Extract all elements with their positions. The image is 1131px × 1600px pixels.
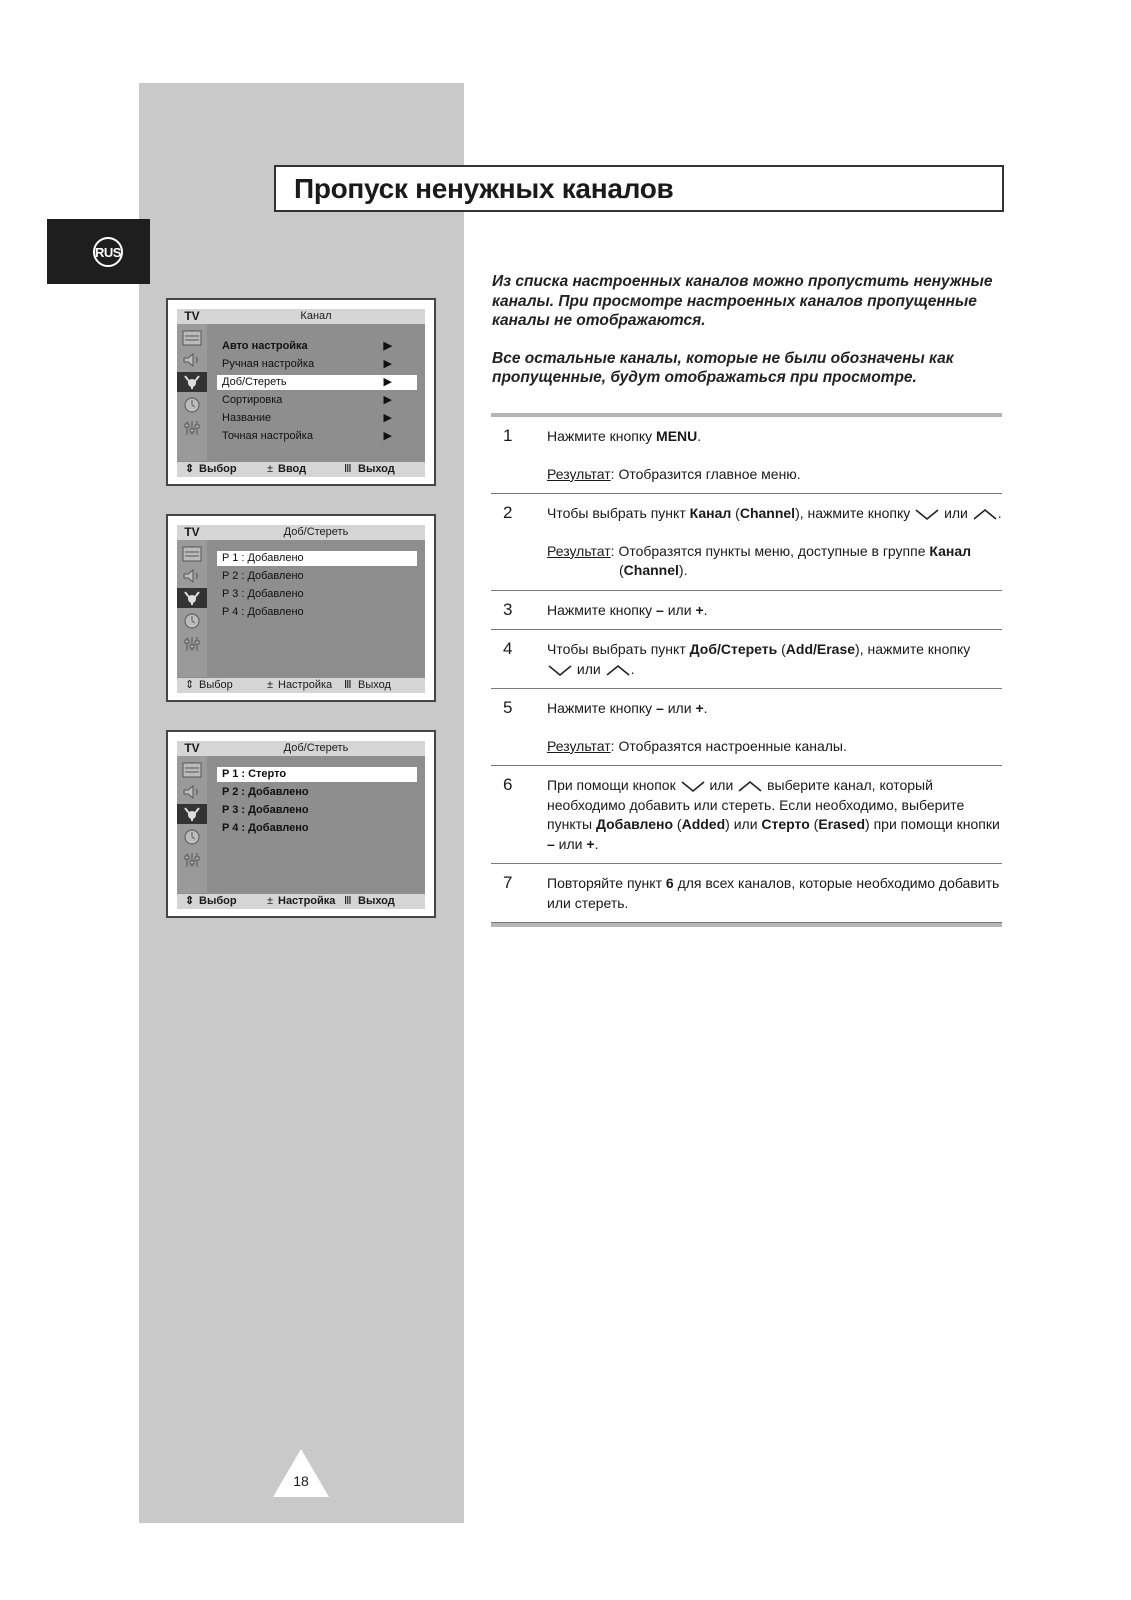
screen-footer: ⇕ Выбор ± Настройка Ⅲ Выход [177, 894, 425, 909]
page-title-box [274, 165, 1004, 212]
menu-screen-add-erase-2 [166, 730, 436, 918]
step-number: 6 [503, 775, 513, 794]
menu-item-manual-tuning[interactable]: Ручная настройка ▶ [222, 358, 392, 370]
step-text: Чтобы выбрать пункт Доб/Стереть (Add/Erase), нажмите кнопку или . [547, 641, 971, 677]
step-text: Нажмите кнопку – или +. [547, 700, 708, 716]
step-number: 1 [503, 426, 513, 445]
language-badge: RUS [93, 237, 123, 267]
screen-footer: ⇕ Выбор ± Ввод Ⅲ Выход [177, 462, 425, 477]
screen-title: Канал [300, 310, 332, 322]
channel-row-p3[interactable]: P 3 : Добавлено [222, 588, 304, 600]
chevron-down-icon [914, 507, 940, 521]
screen-title: Доб/Стереть [283, 742, 349, 754]
menu-icon: Ⅲ [344, 895, 352, 907]
step-text: Нажмите кнопку – или +. [547, 601, 708, 618]
sound-icon [180, 350, 204, 370]
menu-item-sort[interactable]: Сортировка ▶ [222, 394, 392, 406]
channel-row-p4[interactable]: P 4 : Добавлено [222, 606, 304, 618]
chevron-down-icon [680, 779, 706, 793]
page-title: Пропуск ненужных каналов [294, 173, 674, 204]
language-tab [47, 219, 150, 284]
step-number: 2 [503, 503, 513, 522]
setup-icon [180, 634, 204, 654]
page-number: 18 [293, 1473, 309, 1489]
step-text: При помощи кнопок или выберите канал, который необходимо добавить или стереть. Если необходимо, выберите пункты Добавлено (Added) или Стерто (Erased) при помощи кнопки – или +. [547, 777, 1000, 852]
setup-icon [180, 418, 204, 438]
channel-row-p2[interactable]: P 2 : Добавлено [222, 786, 309, 798]
step-4 [491, 630, 1002, 689]
menu-item-add-erase[interactable]: Доб/Стереть ▶ [217, 375, 417, 390]
channel-row-p1[interactable]: P 1 : Добавлено [217, 551, 417, 566]
step-text: Чтобы выбрать пункт Канал (Channel), нажмите кнопку или . [547, 505, 1002, 521]
step-number: 4 [503, 639, 513, 658]
chevron-up-icon [737, 779, 763, 793]
plus-minus-icon: ± [267, 463, 274, 475]
channel-icon [177, 372, 207, 392]
timer-icon [180, 611, 204, 631]
channel-row-p4[interactable]: P 4 : Добавлено [222, 822, 309, 834]
channel-row-p3[interactable]: P 3 : Добавлено [222, 804, 309, 816]
picture-icon [180, 328, 204, 348]
menu-icon-column [177, 324, 207, 461]
menu-item-name[interactable]: Название ▶ [222, 412, 392, 424]
step-number: 7 [503, 873, 513, 892]
menu-icon-column [177, 540, 207, 677]
step-result: Результат: Отобразятся пункты меню, доступные в группе Канал [547, 542, 972, 559]
chevron-right-icon: ▶ [383, 340, 392, 352]
timer-icon [180, 827, 204, 847]
intro-paragraph-2: Все остальные каналы, которые не были обозначены как пропущенные, будут отображаться при просмотре. [492, 349, 954, 386]
channel-row-p2[interactable]: P 2 : Добавлено [222, 570, 304, 582]
step-text: Повторяйте пункт 6 для всех каналов, которые необходимо добавить или стереть. [547, 875, 1000, 911]
plus-minus-icon: ± [267, 679, 274, 691]
chevron-right-icon: ▶ [383, 412, 392, 424]
picture-icon [180, 544, 204, 564]
step-number: 5 [503, 698, 513, 717]
chevron-right-icon: ▶ [383, 394, 392, 406]
updown-icon: ⇕ [185, 463, 195, 475]
divider [491, 923, 1002, 927]
intro-paragraph-1: Из списка настроенных каналов можно пропустить ненужные каналы. При просмотре настроенных каналов пропущенные каналы не отображаются. [492, 273, 993, 329]
sound-icon [180, 782, 204, 802]
step-2 [491, 494, 1002, 591]
menu-screen-channel [166, 298, 436, 486]
steps-table [491, 413, 1002, 927]
tv-label: TV [184, 741, 200, 755]
screen-title: Доб/Стереть [283, 526, 349, 538]
step-1 [491, 417, 1002, 494]
menu-screen-add-erase-1 [166, 514, 436, 702]
step-number: 3 [503, 599, 513, 619]
menu-icon: Ⅲ [344, 679, 352, 691]
step-7 [491, 864, 1002, 923]
setup-icon [180, 850, 204, 870]
menu-item-fine-tune[interactable]: Точная настройка ▶ [222, 430, 392, 442]
chevron-right-icon: ▶ [383, 376, 392, 388]
step-result: Результат: Отобразится главное меню. [547, 465, 801, 482]
updown-icon: ⇕ [185, 679, 195, 691]
channel-row-p1[interactable]: P 1 : Стерто [217, 767, 417, 782]
step-result: Результат: Отобразятся настроенные каналы. [547, 737, 847, 754]
step-text: Нажмите кнопку MENU. [547, 428, 702, 444]
chevron-up-icon [972, 507, 998, 521]
step-result-cont: (Channel). [619, 562, 688, 578]
step-6 [491, 766, 1002, 864]
updown-icon: ⇕ [185, 895, 195, 907]
plus-minus-icon: ± [267, 895, 274, 907]
intro [492, 272, 1012, 406]
chevron-up-icon [605, 663, 631, 677]
tv-label: TV [184, 525, 200, 539]
chevron-right-icon: ▶ [383, 358, 392, 370]
channel-icon [177, 588, 207, 608]
picture-icon [180, 760, 204, 780]
channel-icon [177, 804, 207, 824]
menu-item-auto-tuning[interactable]: Авто настройка ▶ [222, 340, 392, 352]
timer-icon [180, 395, 204, 415]
chevron-down-icon [547, 663, 573, 677]
menu-icon: Ⅲ [344, 463, 352, 475]
sound-icon [180, 566, 204, 586]
page-number-marker [271, 1447, 331, 1504]
step-5 [491, 689, 1002, 766]
tv-label: TV [184, 309, 200, 323]
step-3 [491, 591, 1002, 631]
menu-icon-column [177, 756, 207, 893]
screen-footer: ⇕ Выбор ± Настройка Ⅲ Выход [177, 678, 425, 693]
chevron-right-icon: ▶ [383, 430, 392, 442]
